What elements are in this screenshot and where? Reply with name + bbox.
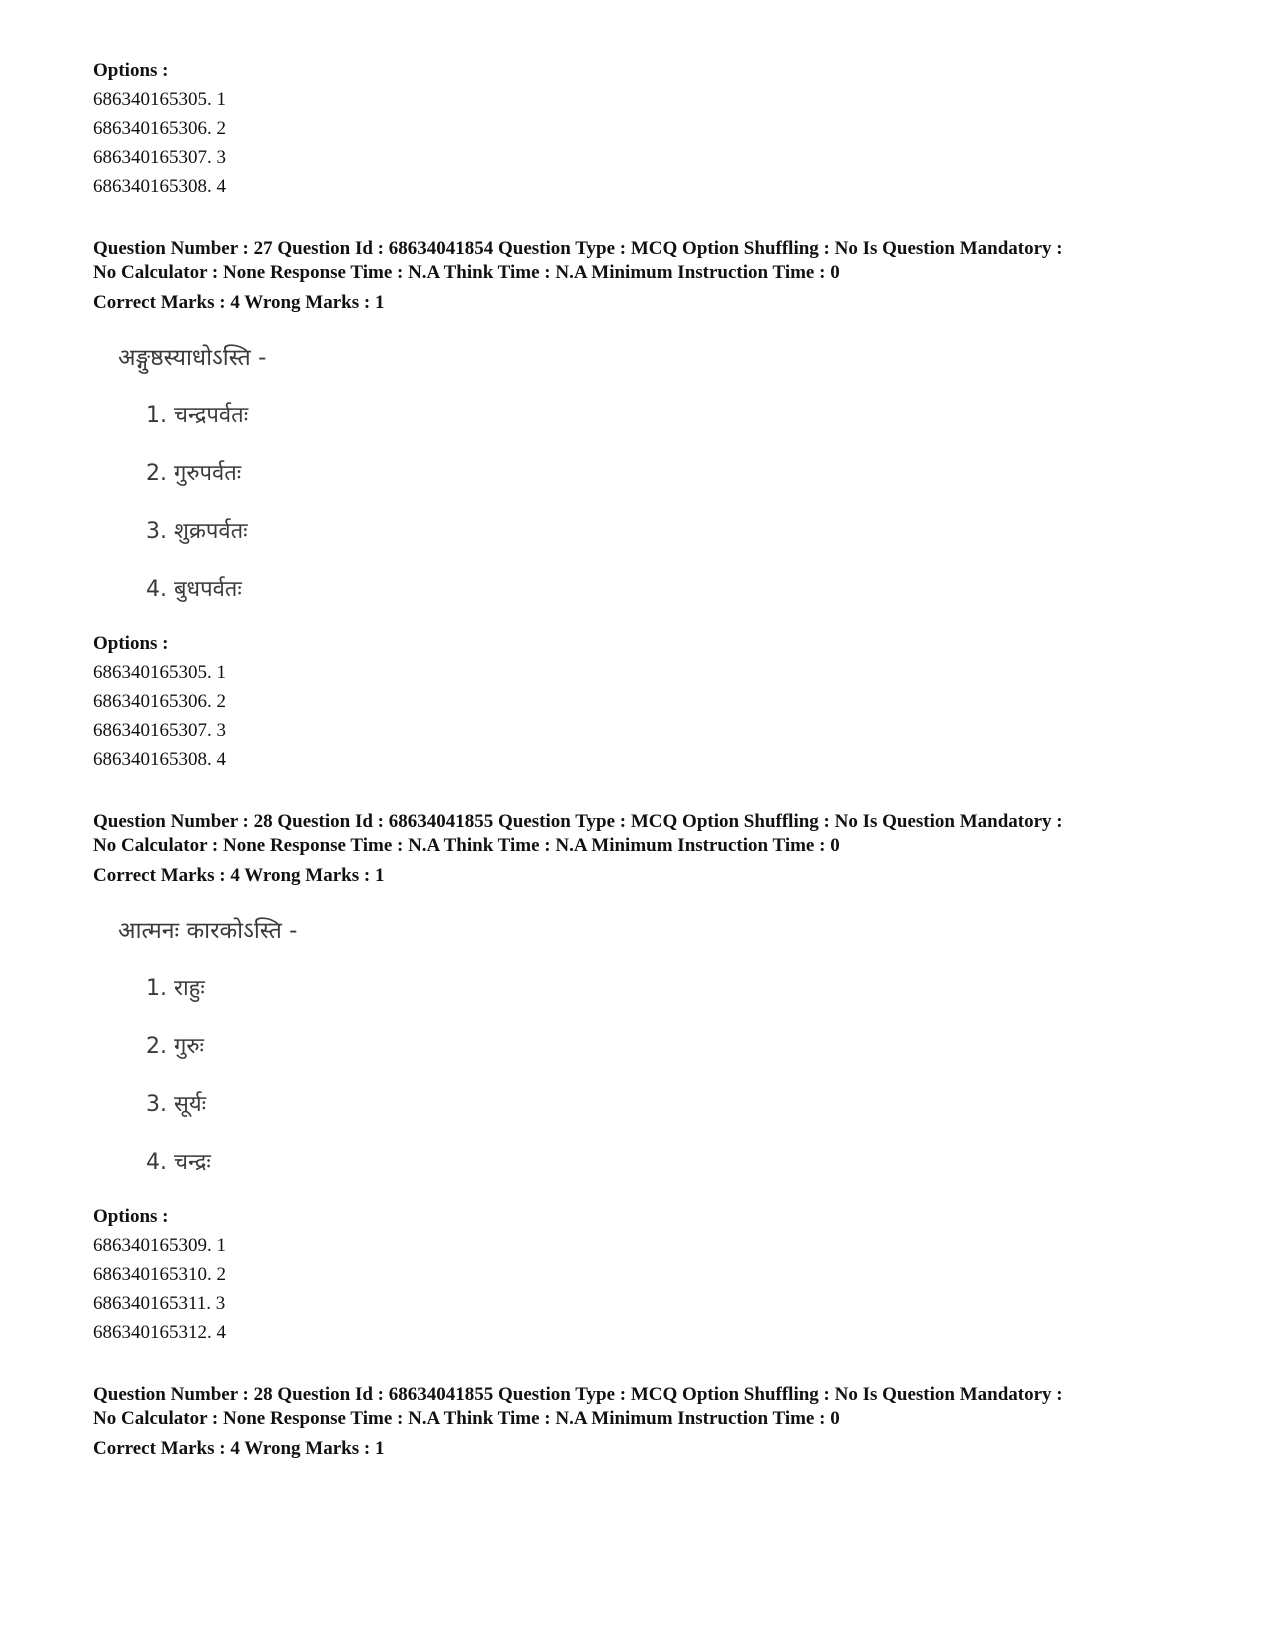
question-stem: अङ्गुष्ठस्याधोऽस्ति - <box>118 345 267 371</box>
question-choice: 2. गुरुः <box>146 1034 204 1059</box>
question-marks: Correct Marks : 4 Wrong Marks : 1 <box>93 865 385 886</box>
question-marks: Correct Marks : 4 Wrong Marks : 1 <box>93 292 385 313</box>
option-line: 686340165311. 3 <box>93 1293 226 1314</box>
option-line: 686340165305. 1 <box>93 89 226 110</box>
question-stem: आत्मनः कारकोऽस्ति - <box>118 918 298 944</box>
option-line: 686340165307. 3 <box>93 720 226 741</box>
question-header-line1: Question Number : 28 Question Id : 68634041855 Question Type : MCQ Option Shuffling : No Is Question Mandatory : <box>93 1384 1063 1405</box>
question-choice: 4. चन्द्रः <box>146 1150 211 1175</box>
option-line: 686340165309. 1 <box>93 1235 226 1256</box>
options-label: Options : <box>93 633 169 654</box>
question-content <box>118 916 1213 1178</box>
question-choice: 2. गुरुपर्वतः <box>146 461 242 486</box>
question-28-block <box>93 810 1213 1347</box>
option-line: 686340165310. 2 <box>93 1264 226 1285</box>
option-line: 686340165308. 4 <box>93 176 226 197</box>
question-header-line1: Question Number : 28 Question Id : 68634041855 Question Type : MCQ Option Shuffling : No Is Question Mandatory : <box>93 811 1063 832</box>
question-choice: 3. सूर्यः <box>146 1092 207 1117</box>
question-content <box>118 343 1213 605</box>
option-line: 686340165306. 2 <box>93 118 226 139</box>
option-line: 686340165306. 2 <box>93 691 226 712</box>
question-header-line1: Question Number : 27 Question Id : 68634041854 Question Type : MCQ Option Shuffling : No Is Question Mandatory : <box>93 238 1063 259</box>
option-line: 686340165308. 4 <box>93 749 226 770</box>
question-header-line2: No Calculator : None Response Time : N.A Think Time : N.A Minimum Instruction Time : 0 <box>93 1408 840 1429</box>
question-marks: Correct Marks : 4 Wrong Marks : 1 <box>93 1438 385 1459</box>
option-line: 686340165307. 3 <box>93 147 226 168</box>
document-page <box>93 56 1213 1461</box>
option-line: 686340165312. 4 <box>93 1322 226 1343</box>
question-choice: 4. बुधपर्वतः <box>146 577 242 602</box>
question-choice: 1. चन्द्रपर्वतः <box>146 403 249 428</box>
question-header-line2: No Calculator : None Response Time : N.A Think Time : N.A Minimum Instruction Time : 0 <box>93 835 840 856</box>
question-choice: 3. शुक्रपर्वतः <box>146 519 248 544</box>
option-line: 686340165305. 1 <box>93 662 226 683</box>
top-options-block <box>93 56 1213 201</box>
question-options-block <box>93 1202 1213 1347</box>
options-label: Options : <box>93 60 169 81</box>
question-choice: 1. राहुः <box>146 976 205 1001</box>
question-header-line2: No Calculator : None Response Time : N.A Think Time : N.A Minimum Instruction Time : 0 <box>93 262 840 283</box>
question-28-repeat-block <box>93 1383 1213 1461</box>
question-27-block <box>93 237 1213 774</box>
options-label: Options : <box>93 1206 169 1227</box>
question-options-block <box>93 629 1213 774</box>
